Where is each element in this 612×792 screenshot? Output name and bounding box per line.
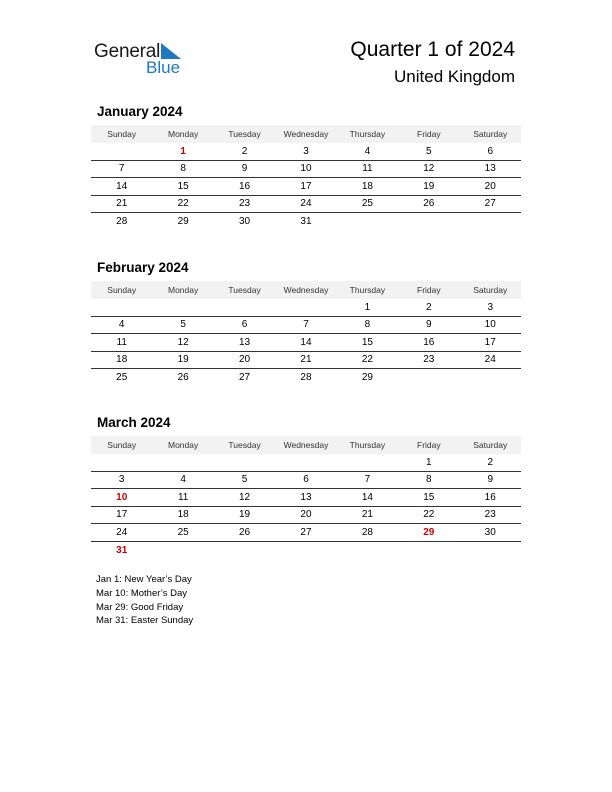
- week-row: [91, 143, 521, 161]
- day-cell: 10: [300, 163, 312, 175]
- day-cell: 25: [361, 198, 373, 210]
- day-cell: 2: [426, 301, 432, 313]
- day-cell: 19: [238, 509, 251, 521]
- weekday-label: Tuesday: [228, 440, 261, 450]
- logo-general-text: General: [94, 41, 161, 62]
- holiday-item: Mar 10: Mother’s Day: [96, 587, 187, 599]
- day-cell: 15: [177, 180, 189, 192]
- day-cell: 23: [238, 198, 251, 210]
- day-cell: 12: [177, 336, 189, 348]
- day-cell: 11: [116, 336, 127, 348]
- day-cell: 3: [303, 145, 309, 157]
- day-cell: 8: [180, 163, 186, 175]
- day-cell: 5: [180, 319, 186, 331]
- day-cell: 16: [238, 180, 251, 192]
- day-cell: 19: [423, 180, 435, 192]
- weekday-label: Monday: [168, 129, 199, 139]
- day-cell: 8: [364, 319, 371, 331]
- day-cell: 17: [116, 509, 128, 521]
- generalblue-logo: [94, 40, 204, 80]
- day-cell: 29: [361, 372, 373, 384]
- day-cell: 23: [484, 509, 496, 521]
- day-cell: 6: [241, 319, 248, 331]
- day-cell: 2: [241, 145, 248, 157]
- weekday-label: Saturday: [473, 129, 508, 139]
- week-row: [91, 352, 521, 370]
- day-cell: 23: [423, 354, 435, 366]
- day-cell: 7: [118, 163, 125, 175]
- month-weeks: [91, 454, 521, 559]
- day-cell: 18: [361, 180, 373, 192]
- month-title: February 2024: [97, 260, 189, 275]
- week-row: [91, 454, 521, 472]
- day-cell: 6: [487, 145, 494, 157]
- day-cell: 4: [180, 474, 186, 486]
- day-cell: 5: [426, 145, 432, 157]
- holiday-item: Jan 1: New Year’s Day: [96, 574, 192, 585]
- week-row: [91, 334, 521, 352]
- weekday-label: Sunday: [107, 285, 137, 295]
- day-cell: 20: [300, 509, 312, 521]
- day-cell: 20: [238, 354, 251, 366]
- day-cell: 30: [238, 216, 251, 228]
- day-cell: 10: [484, 319, 496, 331]
- weekday-label: Friday: [417, 440, 441, 450]
- week-row: [91, 524, 521, 542]
- day-cell: 8: [426, 474, 432, 486]
- weekday-label: Saturday: [473, 440, 508, 450]
- day-cell: 4: [118, 319, 125, 331]
- day-cell: 21: [300, 354, 312, 366]
- day-cell: 7: [303, 319, 309, 331]
- weekday-label: Tuesday: [228, 285, 261, 295]
- day-cell: 16: [423, 336, 435, 348]
- day-cell: 11: [177, 491, 189, 503]
- month-january: [91, 103, 521, 231]
- day-cell: 15: [361, 336, 373, 348]
- day-cell: 9: [241, 163, 248, 175]
- day-cell: 28: [300, 372, 312, 384]
- month-march: [91, 414, 521, 559]
- day-cell: 26: [177, 372, 189, 384]
- day-cell: 9: [487, 474, 494, 486]
- day-cell: 25: [177, 526, 189, 538]
- day-cell: 26: [238, 526, 251, 538]
- day-cell: 22: [177, 198, 189, 210]
- weekday-label: Saturday: [473, 285, 508, 295]
- day-cell: 21: [116, 198, 128, 210]
- day-cell: 11: [362, 163, 373, 175]
- day-cell: 31: [300, 216, 312, 228]
- day-cell: 3: [487, 301, 494, 313]
- page-subtitle: United Kingdom: [394, 67, 515, 86]
- day-cell: 22: [423, 509, 435, 521]
- weekday-header: [91, 125, 521, 143]
- week-row: [91, 472, 521, 490]
- week-row: [91, 196, 521, 214]
- day-cell: 12: [238, 491, 251, 503]
- weekday-label: Friday: [417, 285, 441, 295]
- week-row: [91, 542, 521, 560]
- weekday-label: Sunday: [107, 129, 137, 139]
- day-cell: 27: [300, 526, 312, 538]
- month-weeks: [91, 143, 521, 231]
- day-cell: 13: [300, 491, 312, 503]
- week-row: [91, 489, 521, 507]
- day-cell: 14: [116, 180, 128, 192]
- weekday-label: Wednesday: [283, 285, 329, 295]
- day-cell: 29: [423, 526, 435, 538]
- week-row: [91, 299, 521, 317]
- day-cell: 5: [241, 474, 248, 486]
- day-cell: 17: [300, 180, 312, 192]
- weekday-label: Sunday: [107, 440, 137, 450]
- day-cell: 28: [116, 216, 128, 228]
- weekday-header: [91, 436, 521, 454]
- day-cell: 17: [484, 336, 496, 348]
- weekday-label: Tuesday: [228, 129, 261, 139]
- weekday-label: Wednesday: [283, 129, 329, 139]
- day-cell: 19: [177, 354, 189, 366]
- day-cell: 4: [364, 145, 371, 157]
- day-cell: 12: [423, 163, 435, 175]
- weekday-header: [91, 281, 521, 299]
- day-cell: 9: [426, 319, 432, 331]
- day-cell: 3: [118, 474, 125, 486]
- weekday-label: Thursday: [349, 285, 386, 295]
- day-cell: 22: [361, 354, 373, 366]
- holiday-item: Mar 29: Good Friday: [96, 601, 184, 613]
- day-cell: 20: [484, 180, 496, 192]
- week-row: [91, 369, 521, 387]
- day-cell: 29: [177, 216, 189, 228]
- day-cell: 24: [300, 198, 312, 210]
- day-cell: 16: [484, 491, 496, 503]
- weekday-label: Monday: [168, 440, 199, 450]
- month-weeks: [91, 299, 521, 387]
- day-cell: 1: [364, 301, 371, 313]
- logo-blue-text: Blue: [146, 58, 181, 77]
- week-row: [91, 507, 521, 525]
- day-cell: 1: [426, 456, 432, 468]
- day-cell: 27: [484, 198, 496, 210]
- day-cell: 13: [484, 163, 496, 175]
- day-cell: 2: [487, 456, 494, 468]
- month-title: January 2024: [97, 104, 183, 119]
- day-cell: 25: [116, 372, 128, 384]
- day-cell: 26: [423, 198, 435, 210]
- day-cell: 24: [484, 354, 496, 366]
- week-row: [91, 161, 521, 179]
- day-cell: 21: [361, 509, 373, 521]
- day-cell: 31: [116, 544, 128, 556]
- day-cell: 1: [180, 145, 186, 157]
- week-row: [91, 317, 521, 335]
- holiday-list: [96, 573, 193, 628]
- weekday-label: Friday: [417, 129, 441, 139]
- weekday-label: Thursday: [349, 440, 386, 450]
- day-cell: 10: [116, 491, 128, 503]
- day-cell: 18: [177, 509, 189, 521]
- holiday-item: Mar 31: Easter Sunday: [96, 615, 194, 627]
- month-february: [91, 259, 521, 387]
- day-cell: 13: [238, 336, 251, 348]
- day-cell: 28: [361, 526, 373, 538]
- month-title: March 2024: [97, 415, 171, 430]
- day-cell: 15: [423, 491, 435, 503]
- day-cell: 14: [361, 491, 373, 503]
- day-cell: 7: [364, 474, 371, 486]
- weekday-label: Monday: [168, 285, 199, 295]
- weekday-label: Thursday: [349, 129, 386, 139]
- day-cell: 18: [116, 354, 128, 366]
- weekday-label: Wednesday: [283, 440, 329, 450]
- day-cell: 14: [300, 336, 312, 348]
- day-cell: 30: [484, 526, 496, 538]
- week-row: [91, 178, 521, 196]
- page-title: Quarter 1 of 2024: [350, 38, 515, 61]
- day-cell: 24: [116, 526, 128, 538]
- day-cell: 6: [303, 474, 309, 486]
- week-row: [91, 213, 521, 231]
- day-cell: 27: [238, 372, 251, 384]
